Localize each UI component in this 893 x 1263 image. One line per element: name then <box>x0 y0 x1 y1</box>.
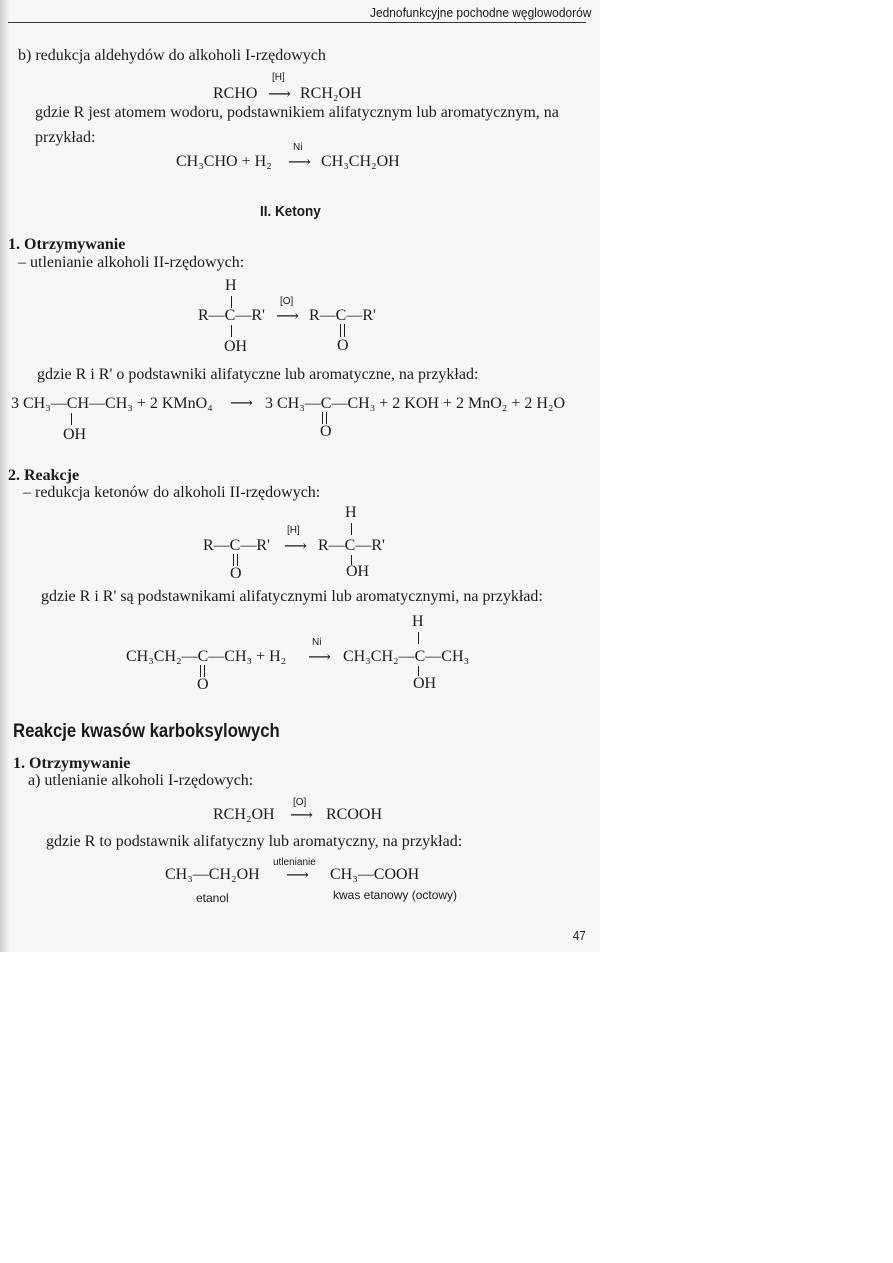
red-example-right-top: H <box>412 613 424 630</box>
oxid-left-bottom: OH <box>224 338 248 355</box>
oxid-example-left-main: 3 CH₃—CH—CH₃ + 2 KMnO₄ <box>11 395 213 412</box>
page-number: 47 <box>572 928 586 943</box>
aldehyde-example-product: CH₃CH₂OH <box>321 153 400 170</box>
aldehyde-example-reactants: CH₃CHO + H₂ <box>176 153 272 170</box>
running-header: Jednofunkcyjne pochodne węglowodorów <box>370 5 592 20</box>
header-rule <box>8 22 586 23</box>
oxid-condition: [O] <box>280 296 294 307</box>
oxid-right-main: R—C—R' <box>309 307 376 324</box>
red-example-arrow: ⟶ <box>308 649 331 666</box>
aldehyde-note-line2: przykład: <box>35 129 96 146</box>
aldehyde-example-condition: Ni <box>293 142 303 153</box>
bond-vertical <box>231 325 232 337</box>
ketones-obtaining-item: – utlenianie alkoholi II-rzędowych: <box>18 254 245 271</box>
red-right-bottom: OH <box>346 563 370 580</box>
ketones-obtaining-heading: 1. Otrzymywanie <box>8 236 126 253</box>
oxid-example-arrow: ⟶ <box>230 395 253 412</box>
red-example-right-main: CH₃CH₂—C—CH₃ <box>343 648 470 665</box>
aldehyde-condition: [H] <box>272 72 285 83</box>
label-etanol: etanol <box>196 891 229 905</box>
aldehyde-item-b: b) redukcja aldehydów do alkoholi I-rzędowych <box>18 47 326 64</box>
carboxylic-product: RCOOH <box>326 806 383 823</box>
carboxylic-obtaining-heading: 1. Otrzymywanie <box>13 755 131 772</box>
double-bond <box>340 324 345 337</box>
oxid-right-bottom: O <box>337 337 349 354</box>
oxid-left-top: H <box>225 277 237 294</box>
oxid-example-right-bottom: O <box>320 423 332 440</box>
carboxylic-arrow: ⟶ <box>290 807 313 824</box>
oxid-left-main: R—C—R' <box>198 307 265 324</box>
carboxylic-reactant: RCH₂OH <box>213 806 275 823</box>
red-example-left-bottom: O <box>197 676 209 693</box>
carboxylic-title: Reakcje kwasów karboksylowych <box>13 721 280 742</box>
red-example-left-main: CH₃CH₂—C—CH₃ + H₂ <box>126 648 287 665</box>
aldehyde-reactant: RCHO <box>213 85 258 102</box>
red-right-main: R—C—R' <box>318 537 385 554</box>
oxid-example-right-main: 3 CH₃—C—CH₃ + 2 KOH + 2 MnO₂ + 2 H₂O <box>265 395 566 412</box>
aldehyde-arrow: ⟶ <box>268 86 291 103</box>
ketones-reactions-heading: 2. Reakcje <box>8 467 80 484</box>
label-kwas-etanowy: kwas etanowy (octowy) <box>333 888 458 902</box>
oxid-note: gdzie R i R' o podstawniki alifatyczne lub aromatyczne, na przykład: <box>37 366 479 383</box>
oxid-arrow: ⟶ <box>276 308 299 325</box>
aldehyde-product: RCH₂OH <box>300 85 362 102</box>
ketones-section-title: II. Ketony <box>260 203 321 220</box>
bond-vertical <box>71 413 72 425</box>
red-condition: [H] <box>287 525 300 536</box>
bond-vertical <box>351 523 352 535</box>
ketones-reactions-item: – redukcja ketonów do alkoholi II-rzędowych: <box>23 484 321 501</box>
carboxylic-item-a: a) utlenianie alkoholi I-rzędowych: <box>28 772 254 789</box>
red-note: gdzie R i R' są podstawnikami alifatycznymi lub aromatycznymi, na przykład: <box>41 588 543 605</box>
red-left-bottom: O <box>230 565 242 582</box>
aldehyde-note-line1: gdzie R jest atomem wodoru, podstawnikiem alifatycznym lub aromatycznym, na <box>35 104 559 121</box>
red-right-top: H <box>345 504 357 521</box>
red-arrow: ⟶ <box>284 538 307 555</box>
red-example-condition: Ni <box>312 637 322 648</box>
carboxylic-note: gdzie R to podstawnik alifatyczny lub aromatyczny, na przykład: <box>46 833 463 850</box>
carboxylic-example-reactant: CH₃—CH₂OH <box>165 866 260 883</box>
carboxylic-example-arrow: ⟶ <box>286 867 309 884</box>
red-example-right-bottom: OH <box>413 675 437 692</box>
oxid-example-left-bottom: OH <box>63 426 87 443</box>
aldehyde-example-arrow: ⟶ <box>288 154 311 171</box>
carboxylic-condition: [O] <box>293 797 307 808</box>
carboxylic-example-condition: utlenianie <box>273 857 316 868</box>
bond-vertical <box>418 632 419 644</box>
carboxylic-example-product: CH₃—COOH <box>330 866 420 883</box>
red-left-main: R—C—R' <box>203 537 270 554</box>
